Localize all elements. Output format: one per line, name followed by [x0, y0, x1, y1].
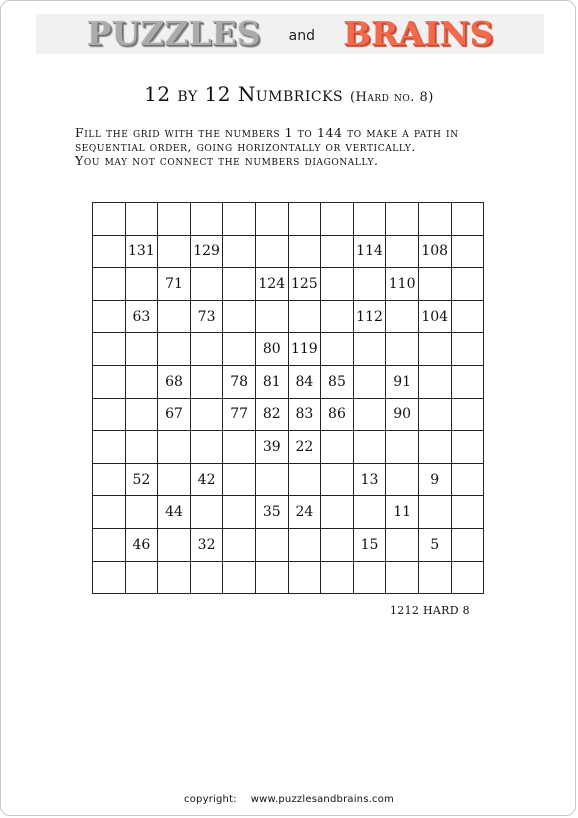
grid-cell-given[interactable]: 24	[288, 496, 321, 529]
grid-cell-empty[interactable]	[158, 528, 191, 561]
grid-cell-empty[interactable]	[321, 235, 354, 268]
logo-brains-word: BRAINS	[342, 14, 494, 53]
grid-cell-empty[interactable]	[353, 203, 386, 236]
grid-cell-empty[interactable]	[451, 561, 484, 594]
grid-cell-empty[interactable]	[158, 203, 191, 236]
grid-cell-empty[interactable]	[288, 235, 321, 268]
grid-row	[93, 333, 484, 366]
grid-cell-empty[interactable]	[93, 561, 126, 594]
grid-cell-empty[interactable]	[321, 528, 354, 561]
grid-cell-empty[interactable]	[451, 365, 484, 398]
grid-cell-empty[interactable]	[353, 268, 386, 301]
grid-cell-empty[interactable]	[223, 235, 256, 268]
grid-cell-empty[interactable]	[223, 203, 256, 236]
grid-cell-given[interactable]: 68	[158, 365, 191, 398]
logo-puzzles-word: PUZZLES	[86, 14, 261, 53]
grid-cell-empty[interactable]	[451, 463, 484, 496]
grid-cell-empty[interactable]	[125, 333, 158, 366]
grid-cell-empty[interactable]	[125, 398, 158, 431]
grid-cell-empty[interactable]	[255, 561, 288, 594]
grid-cell-empty[interactable]	[353, 398, 386, 431]
grid-cell-given[interactable]: 22	[288, 431, 321, 464]
grid-cell-empty[interactable]	[386, 528, 419, 561]
instruction-line: sequential order, going horizontally or vertically.	[75, 139, 416, 154]
grid-cell-given[interactable]: 80	[255, 333, 288, 366]
grid-cell-given[interactable]: 71	[158, 268, 191, 301]
grid-cell-empty[interactable]	[386, 203, 419, 236]
grid-cell-empty[interactable]	[321, 496, 354, 529]
grid-cell-empty[interactable]	[255, 203, 288, 236]
grid-cell-empty[interactable]	[288, 463, 321, 496]
grid-cell-empty[interactable]	[451, 300, 484, 333]
grid-cell-empty[interactable]	[93, 300, 126, 333]
grid-cell-given[interactable]: 35	[255, 496, 288, 529]
grid-cell-empty[interactable]	[158, 463, 191, 496]
grid-cell-empty[interactable]	[288, 203, 321, 236]
grid-cell-given[interactable]: 104	[418, 300, 451, 333]
grid-cell-given[interactable]: 86	[321, 398, 354, 431]
grid-row	[93, 268, 484, 301]
page-title-main: 12 by 12 Numbricks	[144, 82, 344, 106]
grid-cell-empty[interactable]	[158, 300, 191, 333]
page-title	[0, 82, 578, 106]
grid-cell-empty[interactable]	[223, 300, 256, 333]
grid-cell-empty[interactable]	[353, 431, 386, 464]
grid-cell-empty[interactable]	[93, 268, 126, 301]
grid-cell-empty[interactable]	[386, 431, 419, 464]
grid-cell-empty[interactable]	[93, 431, 126, 464]
grid-cell-empty[interactable]	[451, 528, 484, 561]
grid-cell-empty[interactable]	[93, 203, 126, 236]
grid-cell-empty[interactable]	[451, 398, 484, 431]
grid-cell-empty[interactable]	[386, 561, 419, 594]
grid-cell-given[interactable]: 110	[386, 268, 419, 301]
grid-row	[93, 365, 484, 398]
grid-cell-given[interactable]: 82	[255, 398, 288, 431]
grid-cell-empty[interactable]	[93, 333, 126, 366]
page-title-difficulty: (Hard no. 8)	[349, 90, 434, 105]
grid-cell-empty[interactable]	[125, 561, 158, 594]
grid-cell-empty[interactable]	[223, 496, 256, 529]
grid-cell-empty[interactable]	[418, 203, 451, 236]
grid-cell-empty[interactable]	[158, 431, 191, 464]
grid-row	[93, 235, 484, 268]
grid-cell-empty[interactable]	[288, 528, 321, 561]
numbrix-grid	[92, 202, 484, 594]
grid-cell-given[interactable]: 73	[190, 300, 223, 333]
grid-cell-given[interactable]: 77	[223, 398, 256, 431]
grid-cell-empty[interactable]	[125, 496, 158, 529]
grid-cell-given[interactable]: 124	[255, 268, 288, 301]
grid-cell-given[interactable]: 67	[158, 398, 191, 431]
grid-cell-given[interactable]: 13	[353, 463, 386, 496]
grid-cell-given[interactable]: 42	[190, 463, 223, 496]
grid-cell-empty[interactable]	[223, 528, 256, 561]
grid-cell-empty[interactable]	[418, 398, 451, 431]
grid-cell-empty[interactable]	[418, 268, 451, 301]
copyright-url[interactable]: www.puzzlesandbrains.com	[250, 794, 394, 805]
grid-cell-given[interactable]: 52	[125, 463, 158, 496]
grid-cell-empty[interactable]	[418, 561, 451, 594]
grid-cell-empty[interactable]	[288, 561, 321, 594]
puzzle-code: 1212 HARD 8	[390, 604, 470, 617]
grid-cell-empty[interactable]	[125, 268, 158, 301]
grid-row	[93, 528, 484, 561]
grid-cell-given[interactable]: 83	[288, 398, 321, 431]
grid-cell-given[interactable]: 5	[418, 528, 451, 561]
grid-cell-empty[interactable]	[386, 333, 419, 366]
grid-cell-empty[interactable]	[223, 431, 256, 464]
grid-cell-empty[interactable]	[190, 268, 223, 301]
grid-cell-given[interactable]: 119	[288, 333, 321, 366]
grid-cell-empty[interactable]	[386, 235, 419, 268]
grid-cell-given[interactable]: 84	[288, 365, 321, 398]
grid-cell-empty[interactable]	[125, 203, 158, 236]
grid-cell-empty[interactable]	[158, 561, 191, 594]
grid-cell-given[interactable]: 11	[386, 496, 419, 529]
site-logo-banner	[36, 14, 544, 54]
grid-row	[93, 300, 484, 333]
grid-cell-empty[interactable]	[223, 268, 256, 301]
grid-cell-given[interactable]: 85	[321, 365, 354, 398]
instruction-line: Fill the grid with the numbers 1 to 144 to make a path in	[75, 125, 459, 140]
grid-cell-given[interactable]: 63	[125, 300, 158, 333]
grid-cell-empty[interactable]	[321, 300, 354, 333]
grid-cell-given[interactable]: 108	[418, 235, 451, 268]
logo-and-word: and	[288, 28, 315, 44]
grid-cell-empty[interactable]	[386, 463, 419, 496]
grid-row	[93, 398, 484, 431]
grid-cell-empty[interactable]	[190, 333, 223, 366]
grid-cell-given[interactable]: 112	[353, 300, 386, 333]
grid-cell-given[interactable]: 81	[255, 365, 288, 398]
grid-cell-empty[interactable]	[190, 365, 223, 398]
puzzle-instructions	[75, 126, 535, 168]
grid-cell-empty[interactable]	[451, 268, 484, 301]
grid-row	[93, 463, 484, 496]
grid-cell-given[interactable]: 131	[125, 235, 158, 268]
grid-cell-empty[interactable]	[386, 300, 419, 333]
grid-cell-empty[interactable]	[93, 235, 126, 268]
grid-cell-empty[interactable]	[451, 203, 484, 236]
grid-row	[93, 203, 484, 236]
grid-cell-given[interactable]: 44	[158, 496, 191, 529]
grid-cell-given[interactable]: 125	[288, 268, 321, 301]
grid-cell-empty[interactable]	[418, 431, 451, 464]
grid-cell-given[interactable]: 39	[255, 431, 288, 464]
grid-row	[93, 431, 484, 464]
grid-cell-empty[interactable]	[288, 300, 321, 333]
grid-cell-empty[interactable]	[190, 496, 223, 529]
grid-cell-empty[interactable]	[321, 463, 354, 496]
grid-cell-empty[interactable]	[451, 496, 484, 529]
grid-cell-given[interactable]: 15	[353, 528, 386, 561]
grid-row	[93, 561, 484, 594]
grid-cell-empty[interactable]	[93, 463, 126, 496]
grid-cell-empty[interactable]	[353, 561, 386, 594]
grid-cell-empty[interactable]	[255, 528, 288, 561]
grid-row	[93, 496, 484, 529]
grid-cell-given[interactable]: 78	[223, 365, 256, 398]
grid-cell-given[interactable]: 129	[190, 235, 223, 268]
grid-cell-empty[interactable]	[93, 398, 126, 431]
grid-cell-empty[interactable]	[125, 365, 158, 398]
grid-cell-given[interactable]: 32	[190, 528, 223, 561]
grid-cell-given[interactable]: 91	[386, 365, 419, 398]
grid-cell-empty[interactable]	[223, 561, 256, 594]
grid-cell-empty[interactable]	[158, 235, 191, 268]
grid-cell-given[interactable]: 46	[125, 528, 158, 561]
grid-cell-empty[interactable]	[451, 235, 484, 268]
grid-cell-empty[interactable]	[255, 300, 288, 333]
grid-cell-empty[interactable]	[418, 333, 451, 366]
grid-cell-empty[interactable]	[255, 463, 288, 496]
grid-cell-empty[interactable]	[321, 561, 354, 594]
grid-cell-empty[interactable]	[418, 365, 451, 398]
grid-cell-empty[interactable]	[451, 333, 484, 366]
grid-cell-empty[interactable]	[93, 528, 126, 561]
grid-cell-empty[interactable]	[321, 431, 354, 464]
grid-cell-empty[interactable]	[353, 333, 386, 366]
grid-cell-empty[interactable]	[223, 463, 256, 496]
grid-cell-empty[interactable]	[93, 496, 126, 529]
grid-cell-empty[interactable]	[255, 235, 288, 268]
grid-cell-empty[interactable]	[190, 203, 223, 236]
grid-cell-given[interactable]: 9	[418, 463, 451, 496]
grid-cell-given[interactable]: 114	[353, 235, 386, 268]
grid-cell-empty[interactable]	[321, 203, 354, 236]
grid-cell-empty[interactable]	[353, 365, 386, 398]
grid-cell-empty[interactable]	[321, 333, 354, 366]
grid-cell-empty[interactable]	[93, 365, 126, 398]
grid-cell-given[interactable]: 90	[386, 398, 419, 431]
copyright-footer	[0, 794, 578, 805]
grid-cell-empty[interactable]	[190, 561, 223, 594]
grid-cell-empty[interactable]	[190, 431, 223, 464]
grid-cell-empty[interactable]	[125, 431, 158, 464]
copyright-label: copyright:	[184, 794, 237, 805]
grid-cell-empty[interactable]	[190, 398, 223, 431]
grid-cell-empty[interactable]	[321, 268, 354, 301]
grid-cell-empty[interactable]	[418, 496, 451, 529]
grid-cell-empty[interactable]	[223, 333, 256, 366]
instruction-line: You may not connect the numbers diagonally.	[75, 153, 379, 168]
grid-cell-empty[interactable]	[353, 496, 386, 529]
grid-cell-empty[interactable]	[158, 333, 191, 366]
grid-cell-empty[interactable]	[451, 431, 484, 464]
